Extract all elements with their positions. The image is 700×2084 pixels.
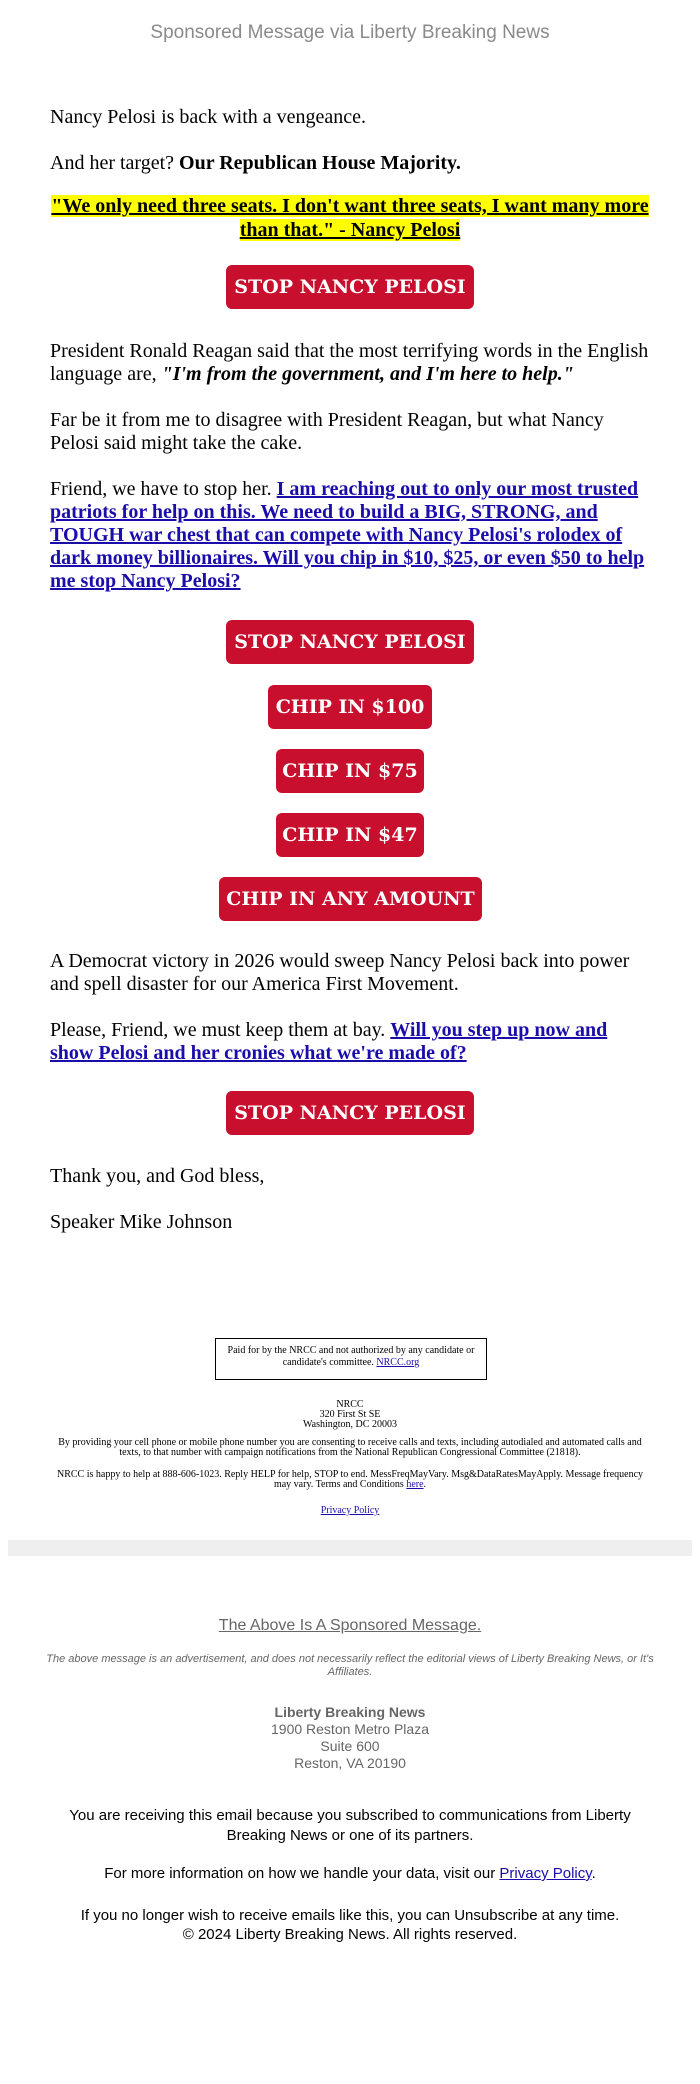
privacy-policy-row xyxy=(50,1506,650,1516)
reagan-quote: "I'm from the government, and I'm here to help." xyxy=(161,363,574,385)
nrcc-street: 320 First St SE xyxy=(319,1409,381,1420)
unsubscribe-notice: If you no longer wish to receive emails like this, you can Unsubscribe at any time. xyxy=(80,1907,620,1924)
closing-line: Thank you, and God bless, xyxy=(50,1165,265,1187)
privacy-info: For more information on how we handle your data, visit our Privacy Policy. xyxy=(104,1865,596,1882)
paragraph-5 xyxy=(50,478,650,593)
stop-pelosi-button-1[interactable]: STOP NANCY PELOSI xyxy=(226,265,474,309)
paid-for-text: Paid for by the NRCC and not authorized by any candidate or candidate's committee. xyxy=(227,1345,475,1368)
address-line-1: 1900 Reston Metro Plaza xyxy=(271,1721,429,1737)
nrcc-link[interactable]: NRCC.org xyxy=(376,1357,420,1368)
paragraph-3 xyxy=(50,340,650,386)
company-address xyxy=(40,1704,660,1772)
privacy-policy-link[interactable]: Privacy Policy xyxy=(499,1865,592,1882)
copyright: © 2024 Liberty Breaking News. All rights reserved. xyxy=(182,1926,518,1943)
chip-in-100-button[interactable]: CHIP IN $100 xyxy=(268,685,432,729)
subscription-notice: You are receiving this email because you subscribed to communications from Liberty Breaking News or one of its partners. xyxy=(69,1807,631,1844)
paragraph-2-bold: Our Republican House Majority. xyxy=(179,152,461,174)
paragraph-1: Nancy Pelosi is back with a vengeance. xyxy=(50,106,367,128)
terms-link[interactable]: here xyxy=(406,1479,424,1490)
donate-appeal-link[interactable]: I am reaching out to only our most trusted patriots for help on this. We need to build a BIG, STRONG, and TOUGH war chest that can compete with Nancy Pelosi's rolodex of dark money billionaires. Will you chip in $10, $25, or even $50 to help me stop Nancy Pelosi? xyxy=(50,478,645,592)
company-name: Liberty Breaking News xyxy=(274,1704,426,1720)
paragraph-3-lead: President Ronald Reagan said that the most terrifying words in the English language are, xyxy=(50,340,649,385)
step-up-link[interactable]: Will you step up now and show Pelosi and her cronies what we're made of? xyxy=(50,1019,608,1064)
paragraph-6: A Democrat victory in 2026 would sweep Nancy Pelosi back into power and spell disaster for our America First Movement. xyxy=(50,950,630,995)
stop-pelosi-button-3[interactable]: STOP NANCY PELOSI xyxy=(226,1091,474,1135)
paragraph-7 xyxy=(50,1019,650,1065)
editorial-disclaimer: The above message is an advertisement, and does not necessarily reflect the editorial views of Liberty Breaking News, or It's Affiliates. xyxy=(46,1653,654,1678)
signature: Speaker Mike Johnson xyxy=(50,1211,233,1233)
chip-in-75-button[interactable]: CHIP IN $75 xyxy=(276,749,424,793)
chip-in-any-amount-button[interactable]: CHIP IN ANY AMOUNT xyxy=(219,877,482,921)
sponsored-notice-title: The Above Is A Sponsored Message. xyxy=(218,1617,482,1634)
pelosi-quote-text: "We only need three seats. I don't want three seats, I want many more than that." - Nancy Pelosi xyxy=(51,195,649,241)
paragraph-5-lead: Friend, we have to stop her. xyxy=(50,478,277,500)
address-line-3: Reston, VA 20190 xyxy=(294,1755,406,1771)
divider-band xyxy=(8,1540,692,1556)
stop-pelosi-button-2[interactable]: STOP NANCY PELOSI xyxy=(226,620,474,664)
sponsor-header: Sponsored Message via Liberty Breaking News xyxy=(150,22,550,43)
paragraph-7-lead: Please, Friend, we must keep them at bay. xyxy=(50,1019,391,1041)
help-text-body: NRCC is happy to help at 888-606-1023. Reply HELP for help, STOP to end. MessFreqMayVary. Msg&DataRatesMayApply. Message frequency may vary. Terms and Conditions xyxy=(56,1469,644,1490)
chip-in-47-button[interactable]: CHIP IN $47 xyxy=(276,813,424,857)
address-line-2: Suite 600 xyxy=(320,1738,380,1754)
nrcc-privacy-link[interactable]: Privacy Policy xyxy=(320,1505,380,1516)
paragraph-2-lead: And her target? xyxy=(50,152,180,174)
consent-text: By providing your cell phone or mobile phone number you are consenting to receive calls and texts, including autodialed and automated calls and texts, to that number with campaign notifications from the National Republican Congressional Committee (21818). xyxy=(58,1437,642,1458)
pelosi-quote xyxy=(50,194,650,242)
privacy-info-text: For more information on how we handle your data, visit our xyxy=(104,1865,500,1882)
paragraph-2 xyxy=(50,152,650,175)
nrcc-org: NRCC xyxy=(336,1399,364,1410)
help-text: NRCC is happy to help at 888-606-1023. Reply HELP for help, STOP to end. MessFreqMayVary. Msg&DataRatesMayApply. Message frequency may vary. Terms and Conditions here. xyxy=(56,1469,644,1490)
paid-for-box xyxy=(215,1338,487,1380)
nrcc-city: Washington, DC 20003 xyxy=(303,1419,397,1430)
paragraph-4: Far be it from me to disagree with President Reagan, but what Nancy Pelosi said might take the cake. xyxy=(50,409,604,454)
